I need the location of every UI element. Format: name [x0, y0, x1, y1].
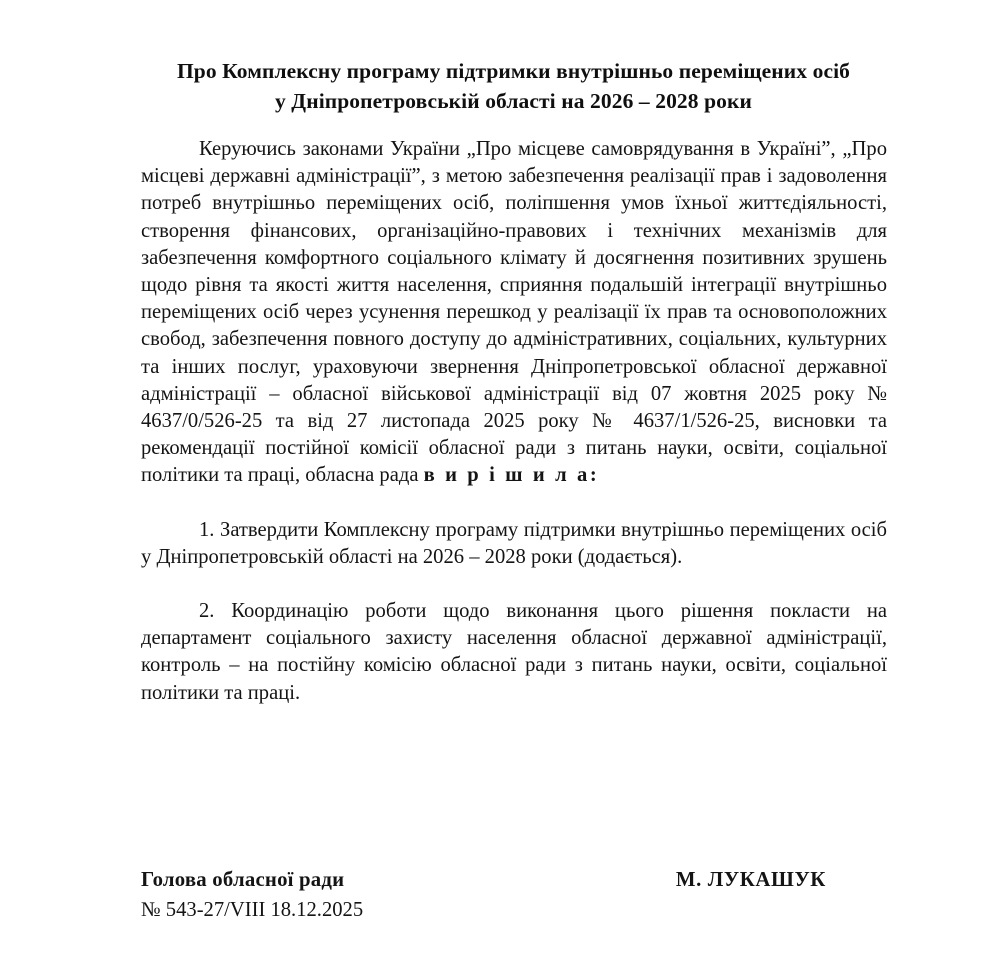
- numbered-item-2: 2. Координацію роботи щодо виконання цього рішення покласти на департамент соціального захисту населення обласної державної адміністрації, контроль – на постійну комісію обласної ради з питань науки, освіти, соціальної політики та праці.: [141, 600, 887, 704]
- document-number: № 543-27/VIII 18.12.2025: [141, 899, 364, 921]
- signer-name: М. ЛУКАШУК: [675, 868, 826, 891]
- preamble-paragraph: [141, 136, 887, 490]
- page-title-line-1: Про Комплексну програму підтримки внутрішньо переміщених осіб: [176, 59, 851, 83]
- signature-row: [141, 866, 887, 894]
- paragraph-spacer-1: [141, 490, 887, 517]
- paragraph-spacer-2: [141, 571, 887, 598]
- document-body: [141, 136, 887, 707]
- resolved-keyword: в и р і ш и л а:: [423, 464, 600, 487]
- numbered-item-1: 1. Затвердити Комплексну програму підтримки внутрішньо переміщених осіб у Дніпропетровській області на 2026 – 2028 роки (додається).: [141, 518, 887, 568]
- page-title: [141, 56, 886, 116]
- preamble-text: Керуючись законами України „Про місцеве самоврядування в Україні”, „Про місцеві державні адміністрації”, з метою забезпечення реалізації прав і задоволення потреб внутрішньо переміщених осіб, поліпшення умов їхньої життєдіяльності, створення фінансових, організаційно-правових і технічних механізмів для забезпечення комфортного соціального клімату й досягнення позитивних зрушень щодо рівня та якості життя населення, сприяння подальшій інтеграції внутрішньо переміщених осіб через усунення перешкод у реалізації їх прав та основоположних свобод, забезпечення повного доступу до адміністративних, соціальних, культурних та інших послуг, ураховуючи звернення Дніпропетровської обласної державної адміністрації – обласної військової адміністрації від 07 жовтня 2025 року № 4637/0/526-25 та від 27 листопада 2025 року № 4637/1/526-25, висновки та рекомендації постійної комісії обласної ради з питань науки, освіти, соціальної політики та праці, обласна рада: [141, 138, 887, 487]
- page-title-line-2: у Дніпропетровській області на 2026 – 2028 роки: [274, 89, 752, 113]
- signer-position-title: Голова обласної ради: [141, 868, 345, 891]
- signature-block: [141, 866, 887, 924]
